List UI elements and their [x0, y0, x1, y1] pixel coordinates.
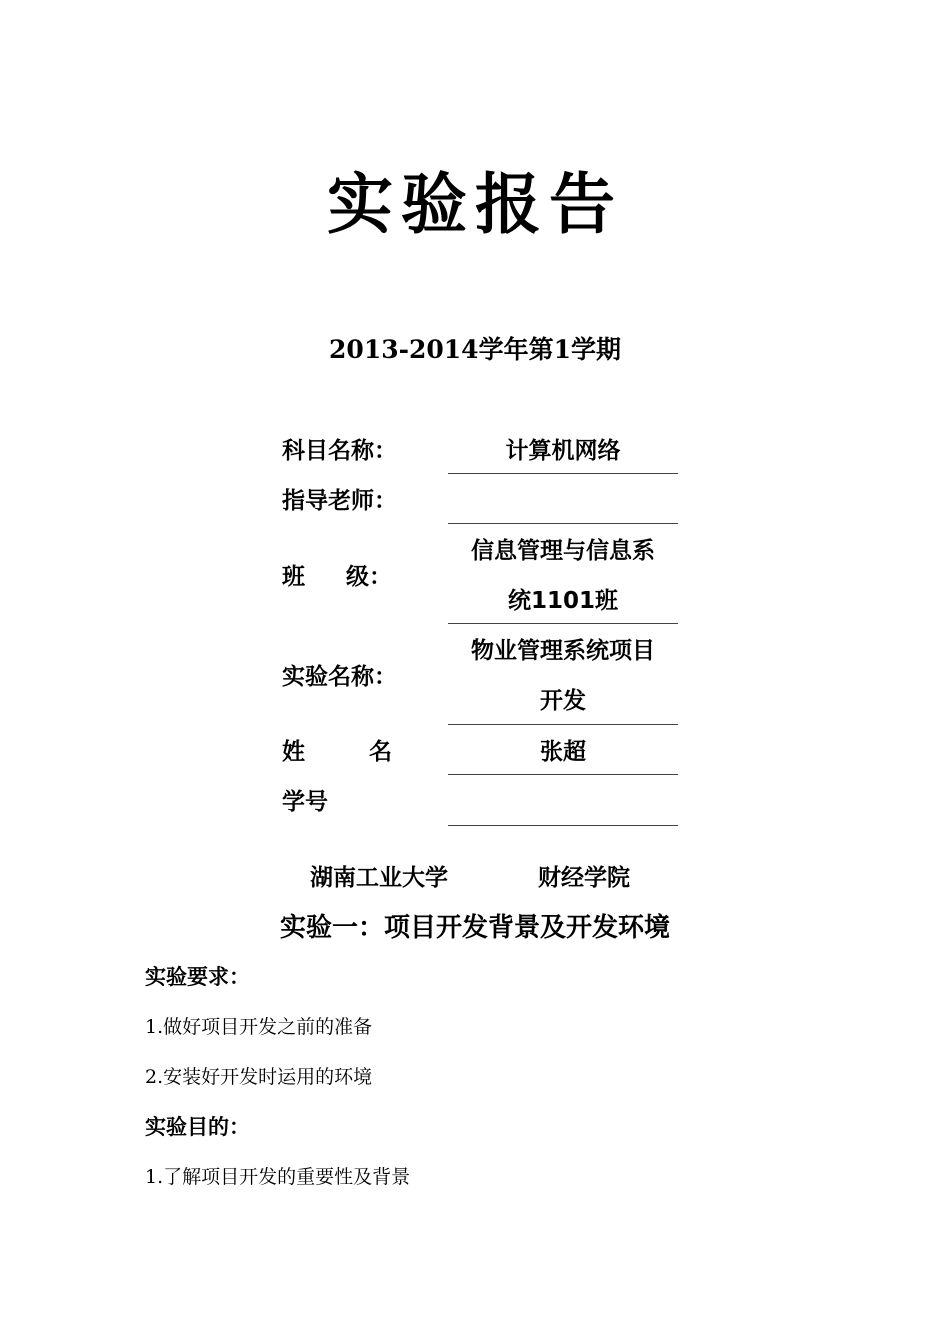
experiment-heading: 实验一：项目开发背景及开发环境: [279, 913, 670, 943]
class-value-line2: 统1101班: [507, 588, 618, 614]
student-name-underline: [448, 774, 678, 775]
report-title: 实验报告: [327, 166, 623, 243]
experiment-label: 实验名称：: [282, 664, 397, 690]
subject-value: 计算机网络: [505, 438, 621, 464]
class-value-line1: 信息管理与信息系: [471, 538, 655, 564]
requirements-title: 实验要求：: [145, 965, 250, 989]
name-label-part-a: 姓: [282, 739, 305, 765]
student-id-underline: [448, 825, 678, 826]
advisor-label: 指导老师：: [282, 488, 397, 514]
requirement-item: 1.做好项目开发之前的准备: [145, 1016, 373, 1038]
advisor-underline: [448, 523, 678, 524]
subject-label: 科目名称：: [282, 438, 397, 464]
requirement-item: 2.安装好开发时运用的环境: [145, 1066, 373, 1088]
semester-line: 2013-2014学年第1学期: [329, 335, 621, 364]
name-label-part-b: 名: [369, 739, 392, 765]
purpose-item: 1.了解项目开发的重要性及背景: [145, 1166, 411, 1188]
class-underline: [448, 623, 678, 624]
experiment-value-line1: 物业管理系统项目: [471, 638, 655, 664]
student-name-value: 张超: [540, 739, 586, 765]
student-id-label: 学号: [282, 789, 328, 815]
college-name: 财经学院: [538, 865, 630, 891]
class-label-part-a: 班: [282, 564, 305, 590]
class-label: [282, 562, 392, 592]
university-name: 湖南工业大学: [310, 865, 448, 891]
experiment-underline: [448, 724, 678, 725]
purpose-title: 实验目的：: [145, 1115, 250, 1139]
experiment-value-line2: 开发: [540, 688, 586, 714]
student-name-label: [282, 737, 392, 767]
subject-underline: [448, 473, 678, 474]
class-label-part-b: 级：: [346, 564, 392, 590]
